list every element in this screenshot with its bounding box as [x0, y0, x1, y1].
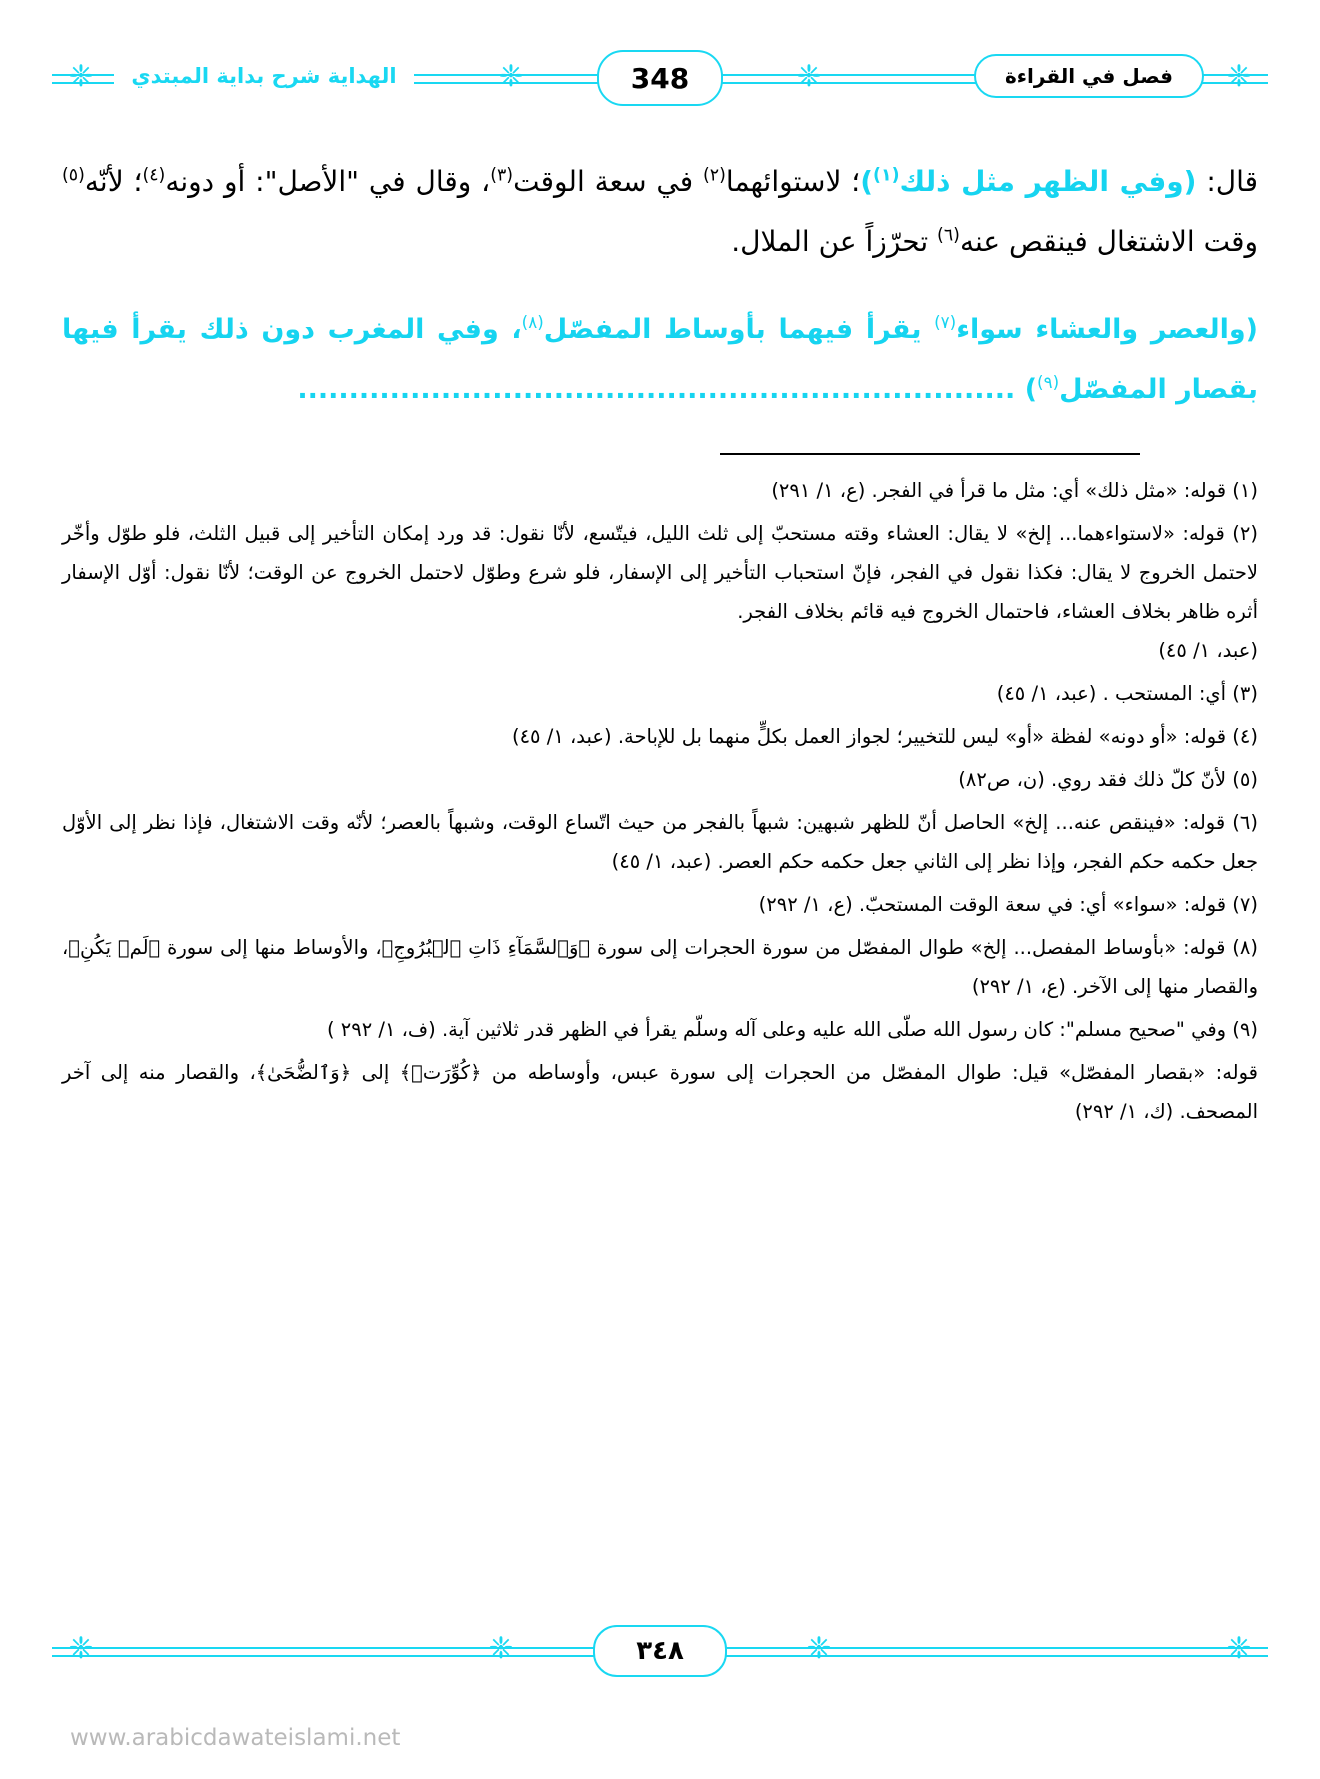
matn-p2-d: )	[1024, 373, 1038, 405]
footnote-item	[62, 674, 1258, 713]
footnote-text: (٥) لأنّ كلّ ذلك فقد روي. (ن، ص٨٢)	[958, 768, 1258, 792]
matn-p2-a: (والعصر والعشاء سواء	[956, 314, 1259, 346]
footnote-text: (١) قوله: «مثل ذلك» أي: مثل ما قرأ في الفجر. (ع، ١/ ٢٩١)	[771, 479, 1258, 503]
footnote-text: قوله: «بقصار المفصّل» قيل: طوال المفصّل من الحجرات إلى سورة عبس، وأوساطه من ﴿كُوِّرَتۡ﴾ إلى ﴿وَٱلضُّحَىٰ﴾، والقصار منه إلى آخر المصحف. (ك، ١/ ٢٩٢)	[62, 1061, 1258, 1124]
matn-p1-a: ؛ لاستوائهما	[725, 165, 861, 198]
document-page	[0, 28, 1320, 1779]
main-text-area	[62, 152, 1258, 419]
ornament-icon: ❈	[796, 59, 822, 94]
footnote-item	[62, 1010, 1258, 1049]
matn-p2-b: يقرأ فيهما بأوساط المفصّل	[543, 314, 935, 346]
matn-p1-f: تحرّزاً عن الملال.	[731, 225, 938, 259]
footnote-item	[62, 1053, 1258, 1131]
matn-p1-b: في سعة الوقت	[513, 165, 704, 198]
footnote-ref-3[interactable]: (٣)	[490, 165, 514, 186]
ornament-icon: ❈	[806, 1631, 832, 1666]
ornament-icon: ❈	[498, 59, 524, 94]
chapter-title: فصل في القراءة	[974, 54, 1204, 98]
footnote-ref-4[interactable]: (٤)	[142, 165, 166, 186]
ornament-icon: ❈	[1226, 1631, 1252, 1666]
matn-p1-highlight: (وفي الظهر مثل ذلك	[899, 165, 1197, 198]
matn-paragraph-2	[62, 300, 1258, 419]
footnote-item	[62, 717, 1258, 756]
footnote-ref-6[interactable]: (٦)	[937, 225, 960, 246]
footnote-separator	[720, 453, 1140, 455]
footnote-text: (٦) قوله: «فينقص عنه... إلخ» الحاصل أنّ للظهر شبهين: شبهاً بالفجر من حيث اتّساع الوقت، وشبهاً بالعصر؛ لأنّه وقت الاشتغال، فإذا نظر إلى الأوّل جعل حكمه حكم الفجر، وإذا نظر إلى الثاني جعل حكمه حكم العصر. (عبد، ١/ ٤٥)	[62, 811, 1258, 874]
footnote-text: (٤) قوله: «أو دونه» لفظة «أو» ليس للتخيير؛ لجواز العمل بكلٍّ منهما بل للإباحة. (عبد، ١/ ٤٥)	[511, 725, 1258, 749]
ornament-icon: ❈	[68, 59, 94, 94]
footnote-item	[62, 471, 1258, 510]
ornament-icon: ❈	[68, 1631, 94, 1666]
footnote-source: (عبد، ١/ ٤٥)	[1158, 639, 1258, 663]
ornament-icon: ❈	[488, 1631, 514, 1666]
page-number-footer: ٣٤٨	[593, 1625, 727, 1677]
footnote-text: (٨) قوله: «بأوساط المفصل... إلخ» طوال المفصّل من سورة الحجرات إلى سورة ﴿وَٱلسَّمَآءِ ذَاتِ ٱلۡبُرُوجِ﴾، والأوساط منها إلى سورة ﴿لَمۡ يَكُنِ﴾، والقصار منها إلى الآخر. (ع، ١/ ٢٩٢)	[62, 936, 1258, 999]
book-title: الهداية شرح بداية المبتدي	[114, 52, 414, 100]
matn-p1-e: وقت الاشتغال فينقص عنه	[959, 225, 1258, 259]
matn-p1-d: ؛ لأنّه	[84, 165, 143, 198]
footnote-ref-2[interactable]: (٢)	[703, 165, 726, 186]
footnote-ref-5[interactable]: (٥)	[62, 165, 85, 186]
footnote-item	[62, 514, 1258, 670]
footnote-ref-8[interactable]: (٨)	[521, 312, 544, 333]
page-header	[52, 28, 1268, 124]
footnote-text: (٢) قوله: «لاستواءهما... إلخ» لا يقال: العشاء وقته مستحبّ إلى ثلث الليل، فيتّسع، لأنّا نقول: قد ورد إمكان التأخير إلى قبيل الثلث، فلو طوّل وأخّر لاحتمل الخروج لا يقال: فكذا نقول في الفجر، فإنّ استحباب التأخير إلى الإسفار، فلو شرع وطوّل لاحتمل الخروج عن الوقت؛ لأنّا نقول: أوّل الإسفار أثره ظاهر بخلاف العشاء، فاحتمال الخروج فيه قائم بخلاف الفجر.	[62, 522, 1258, 624]
footnote-item	[62, 803, 1258, 881]
footnote-ref-7[interactable]: (٧)	[934, 312, 957, 333]
page-footer	[52, 1623, 1268, 1683]
filler-dots: ......................................................................	[297, 373, 1016, 405]
footnote-text: (٩) وفي "صحيح مسلم": كان رسول الله صلّى الله عليه وعلى آله وسلّم يقرأ في الظهر قدر ثلاثين آية. (ف، ١/ ٢٩٢ )	[326, 1018, 1258, 1042]
footnote-item	[62, 760, 1258, 799]
page-number-header: 348	[597, 50, 723, 106]
matn-p2-c: ، وفي المغرب دون ذلك يقرأ فيها بقصار المفصّل	[62, 314, 1258, 405]
footnote-item	[62, 885, 1258, 924]
footnote-text: (٣) أي: المستحب . (عبد، ١/ ٤٥)	[996, 682, 1258, 706]
footnote-text: (٧) قوله: «سواء» أي: في سعة الوقت المستحبّ. (ع، ١/ ٢٩٢)	[758, 893, 1258, 917]
matn-paragraph-1	[62, 152, 1258, 272]
watermark-url: www.arabicdawateislami.net	[70, 1725, 401, 1751]
footnote-ref-9[interactable]: (٩)	[1037, 371, 1060, 392]
ornament-icon: ❈	[1226, 59, 1252, 94]
footnote-item	[62, 928, 1258, 1006]
footnotes-area	[62, 471, 1258, 1131]
footnote-ref-1[interactable]: (١)	[873, 165, 900, 186]
matn-p1-intro: قال:	[1196, 165, 1259, 198]
matn-p1-highlight-close: )	[860, 165, 874, 198]
matn-p1-c: ، وقال في "الأصل": أو دونه	[165, 165, 491, 198]
